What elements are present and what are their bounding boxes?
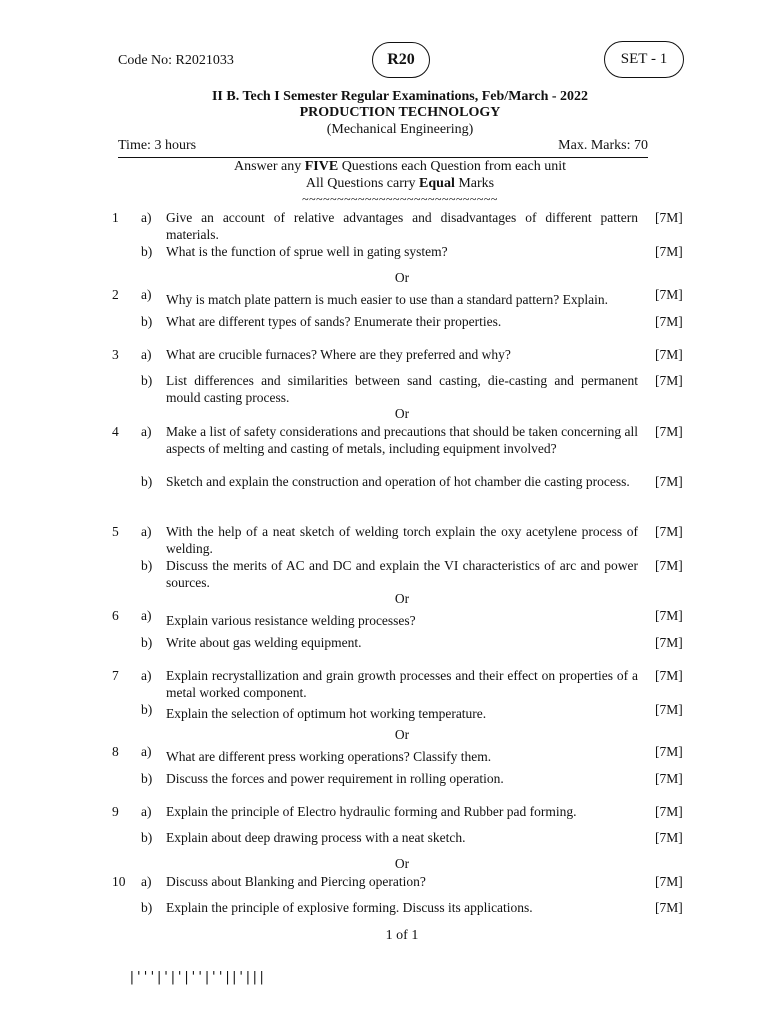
part-label: a) — [141, 668, 152, 683]
part-label: a) — [141, 524, 152, 539]
question-text: List differences and similarities between sand casting, die-casting and permanent mould casting process. — [166, 373, 638, 405]
question-number: 10 — [112, 874, 126, 889]
part-label: b) — [141, 314, 153, 329]
or-separator: Or — [394, 591, 410, 606]
question-number: 8 — [112, 744, 119, 759]
question-text: Sketch and explain the construction and operation of hot chamber die casting process. — [166, 474, 630, 489]
marks: [7M] — [655, 347, 683, 362]
marks: [7M] — [655, 635, 683, 650]
question-number: 4 — [112, 424, 119, 439]
instruction-2-bold: Equal — [419, 176, 455, 191]
part-label: a) — [141, 287, 152, 302]
part-label: a) — [141, 424, 152, 439]
question-text: Explain the selection of optimum hot working temperature. — [166, 706, 487, 721]
question-number: 9 — [112, 804, 119, 819]
barcode-text: |'''|'|'|''|''||'||| — [128, 970, 265, 985]
part-label: a) — [141, 874, 152, 889]
part-label: b) — [141, 900, 153, 915]
instruction-2-pre: All Questions carry — [305, 176, 420, 191]
code-number: Code No: R2021033 — [118, 53, 234, 68]
part-label: b) — [141, 474, 153, 489]
question-text: Explain recrystallization and grain growth processes and their effect on properties of a metal worked component. — [166, 668, 638, 700]
marks: [7M] — [655, 373, 683, 388]
max-marks: Max. Marks: 70 — [558, 138, 648, 153]
question-number: 3 — [112, 347, 119, 362]
part-label: b) — [141, 558, 153, 573]
marks: [7M] — [655, 900, 683, 915]
instruction-2-post: Marks — [454, 176, 495, 191]
exam-title: II B. Tech I Semester Regular Examinations, Feb/March - 2022 — [211, 89, 589, 104]
instruction-1-post: Questions each Question from each unit — [338, 159, 567, 174]
part-label: b) — [141, 244, 153, 259]
regulation-label: R20 — [387, 51, 415, 68]
marks: [7M] — [655, 830, 683, 845]
marks: [7M] — [655, 874, 683, 889]
exam-duration: Time: 3 hours — [118, 138, 197, 153]
question-text: What is the function of sprue well in gating system? — [166, 244, 448, 259]
question-number: 1 — [112, 210, 119, 225]
part-label: b) — [141, 702, 153, 717]
question-text: Explain about deep drawing process with a neat sketch. — [166, 830, 466, 845]
question-text: What are crucible furnaces? Where are they preferred and why? — [166, 347, 511, 362]
question-text: What are different types of sands? Enumerate their properties. — [166, 314, 502, 329]
set-badge — [604, 41, 684, 78]
part-label: a) — [141, 744, 152, 759]
or-separator: Or — [394, 270, 410, 285]
marks: [7M] — [655, 210, 683, 225]
question-number: 6 — [112, 608, 119, 623]
subject-title: PRODUCTION TECHNOLOGY — [299, 105, 501, 120]
instruction-line-2 — [0, 176, 768, 192]
marks: [7M] — [655, 558, 683, 573]
part-label: a) — [141, 347, 152, 362]
part-label: b) — [141, 373, 153, 388]
marks: [7M] — [655, 608, 683, 623]
question-text: Give an account of relative advantages and disadvantages of different pattern materials. — [166, 210, 638, 242]
question-text: Discuss the merits of AC and DC and explain the VI characteristics of arc and power sources. — [166, 558, 638, 590]
question-text: Discuss the forces and power requirement in rolling operation. — [166, 771, 504, 786]
page-number: 1 of 1 — [385, 928, 419, 943]
or-separator: Or — [394, 856, 410, 871]
time-marks-row — [118, 138, 648, 158]
part-label: b) — [141, 771, 153, 786]
question-text: Discuss about Blanking and Piercing operation? — [166, 874, 426, 889]
question-number: 2 — [112, 287, 119, 302]
part-label: b) — [141, 830, 153, 845]
marks: [7M] — [655, 424, 683, 439]
regulation-badge — [372, 42, 430, 78]
separator-line: ~~~~~~~~~~~~~~~~~~~~~~~~~~~~ — [302, 192, 498, 206]
instruction-line-1 — [0, 159, 768, 175]
part-label: a) — [141, 804, 152, 819]
question-number: 5 — [112, 524, 119, 539]
marks: [7M] — [655, 771, 683, 786]
part-label: a) — [141, 210, 152, 225]
branch-name: (Mechanical Engineering) — [326, 122, 474, 137]
question-text: Write about gas welding equipment. — [166, 635, 362, 650]
or-separator: Or — [394, 406, 410, 421]
marks: [7M] — [655, 314, 683, 329]
instruction-1-pre: Answer any — [233, 159, 305, 174]
marks: [7M] — [655, 804, 683, 819]
question-text: Why is match plate pattern is much easier to use than a standard pattern? Explain. — [166, 292, 608, 307]
or-separator: Or — [394, 727, 410, 742]
question-text: What are different press working operations? Classify them. — [166, 749, 492, 764]
marks: [7M] — [655, 744, 683, 759]
question-text: Make a list of safety considerations and precautions that should be taken concerning all aspects of melting and casting of metals, including equipment involved? — [166, 424, 638, 456]
question-text: Explain various resistance welding processes? — [166, 613, 416, 628]
marks: [7M] — [655, 244, 683, 259]
marks: [7M] — [655, 702, 683, 717]
marks: [7M] — [655, 287, 683, 302]
instruction-1-bold: FIVE — [304, 159, 339, 174]
question-text: With the help of a neat sketch of welding torch explain the oxy acetylene process of welding. — [166, 524, 638, 556]
marks: [7M] — [655, 474, 683, 489]
set-label: SET - 1 — [620, 51, 668, 67]
question-text: Explain the principle of explosive forming. Discuss its applications. — [166, 900, 533, 915]
part-label: a) — [141, 608, 152, 623]
part-label: b) — [141, 635, 153, 650]
question-text: Explain the principle of Electro hydraulic forming and Rubber pad forming. — [166, 804, 577, 819]
marks: [7M] — [655, 524, 683, 539]
question-number: 7 — [112, 668, 119, 683]
marks: [7M] — [655, 668, 683, 683]
